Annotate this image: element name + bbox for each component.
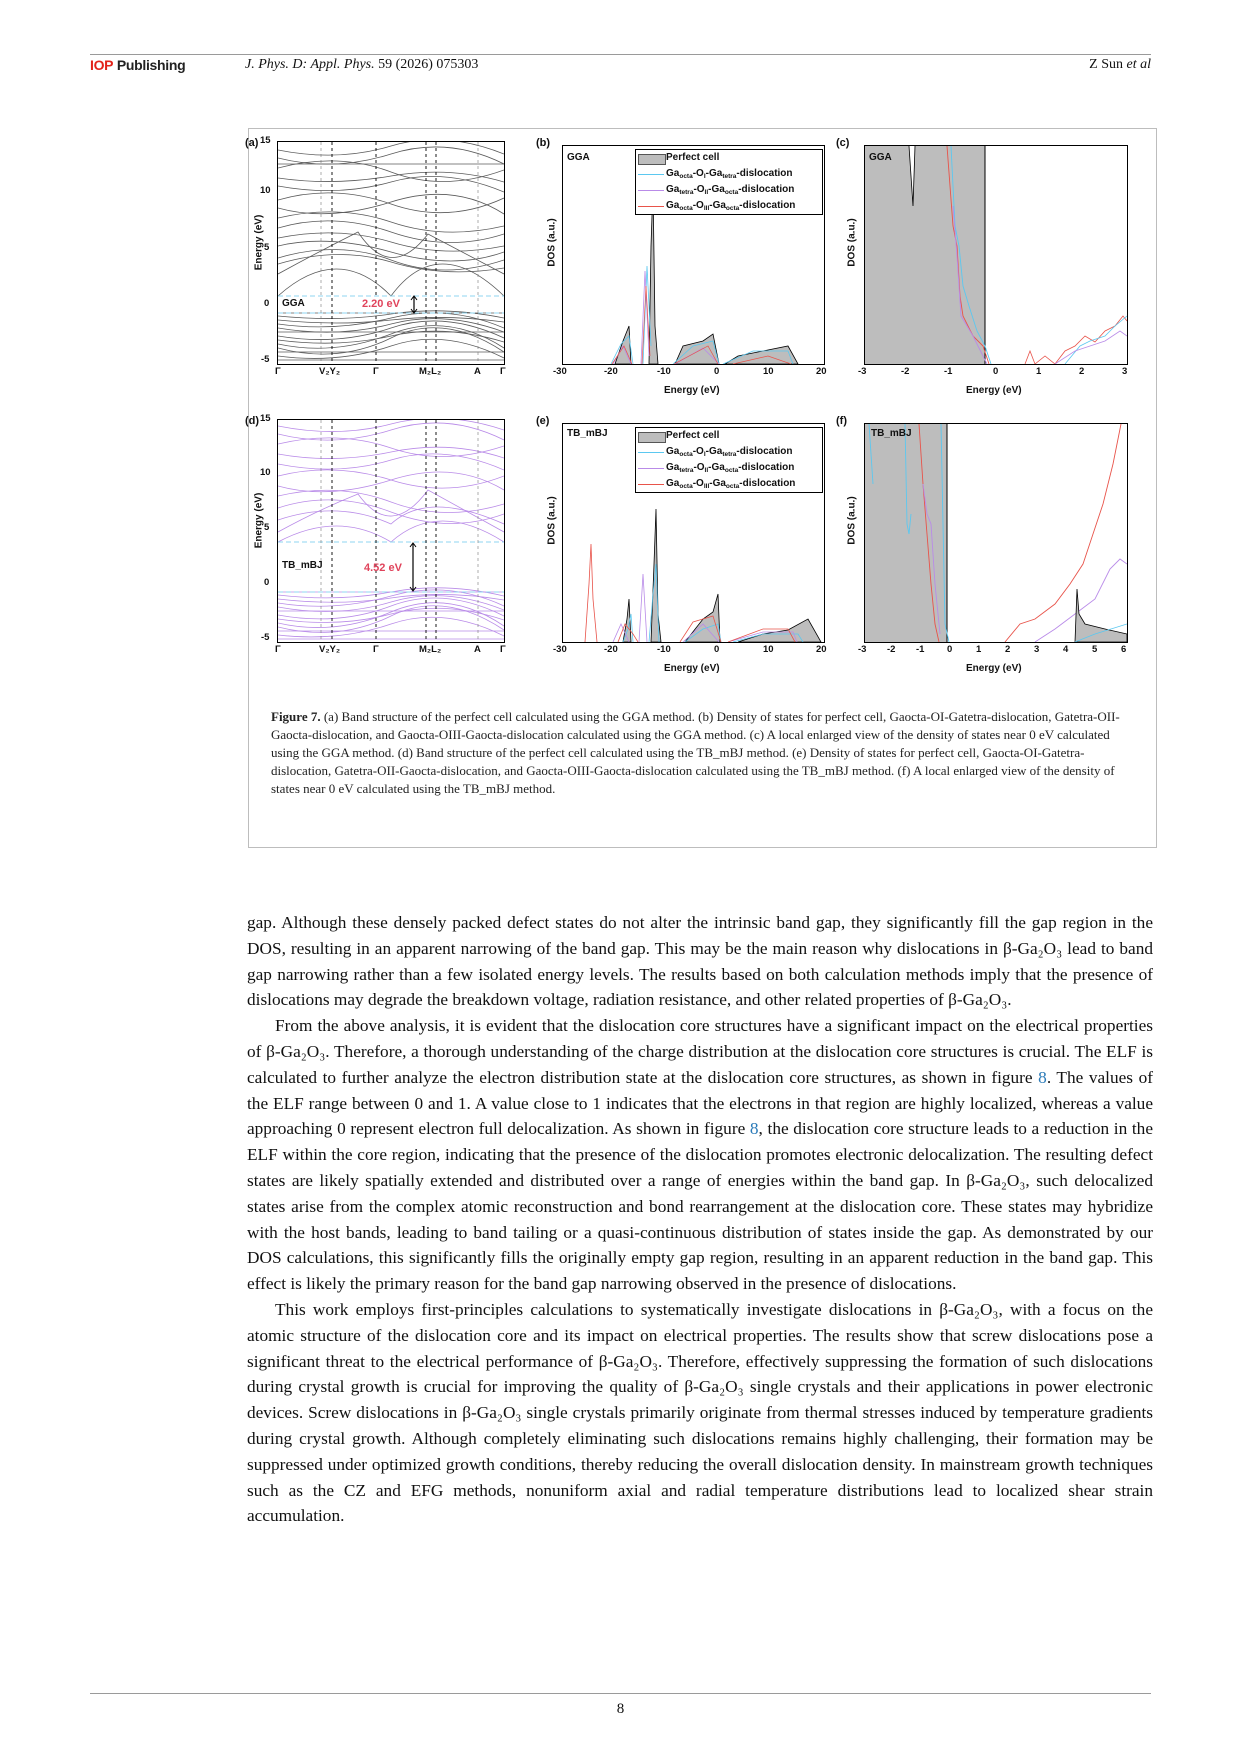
x-tick: -3: [858, 366, 867, 377]
x-tick: -1: [916, 644, 925, 655]
x-tick: M₂L₂: [419, 366, 442, 377]
legend-perfect-cell: Perfect cell: [636, 428, 822, 444]
paragraph: This work employs first-principles calculations to systematically investigate dislocations in β-Ga₂O₃, with a focus on the atomic structure of the dislocation core and its impact on electrical properties. The results show that screw dislocations pose a significant threat to the electrical performance of β-Ga₂O₃. Therefore, effectively suppressing the formation of such dislocations during crystal growth is crucial for improving the quality of β-Ga₂O₃ single crystals and their applications in power electronic devices. Screw dislocations in β-Ga₂O₃ single crystals primarily originate from thermal stresses induced by temperature gradients during crystal growth. Although completely eliminating such dislocations remains highly challenging, their formation may be suppressed under optimized growth conditions, thereby reducing the overall dislocation density. In mainstream growth techniques such as the CZ and EFG methods, nonuniform axial and radial temperature distributions lead to localized shear strain accumulation.: [247, 1299, 1153, 1526]
x-axis-label: Energy (eV): [966, 663, 1022, 674]
method-label: TB_mBJ: [282, 560, 323, 571]
x-tick: Γ: [500, 644, 506, 655]
x-tick: A: [474, 366, 481, 377]
legend: [635, 149, 823, 215]
x-tick: -3: [858, 644, 867, 655]
dos-plot-area: [562, 423, 825, 643]
y-tick: 15: [260, 413, 271, 424]
y-tick: 10: [260, 185, 271, 196]
legend-dislocation-3: $Ga_{octa}-O_{III}-Ga_{octa}$-dislocation: [636, 198, 822, 214]
y-tick: 5: [264, 242, 270, 253]
legend-dislocation-2: $Ga_{tetra}-O_{II}-Ga_{octa}$-dislocation: [636, 182, 822, 198]
x-tick: Γ: [500, 366, 506, 377]
footer-rule: [90, 1693, 1151, 1694]
band-plot-area: [277, 419, 505, 643]
band-gap-annotation: 2.20 eV: [362, 298, 400, 310]
x-tick: A: [474, 644, 481, 655]
figure-caption: [271, 708, 1131, 798]
x-tick: 0: [947, 644, 953, 655]
x-tick: 4: [1063, 644, 1069, 655]
band-lines: [278, 420, 504, 642]
figure-8-link[interactable]: 8: [749, 1119, 759, 1139]
x-tick: 5: [1092, 644, 1098, 655]
x-tick: Γ: [275, 366, 281, 377]
x-tick: 2: [1079, 366, 1085, 377]
header-rule: [90, 54, 1151, 55]
x-tick: 3: [1122, 366, 1128, 377]
x-tick: Γ: [373, 644, 379, 655]
panel-d-band-structure-tbmbj: [245, 407, 539, 687]
figure-8-link[interactable]: 8: [1038, 1067, 1047, 1087]
band-plot-area: [277, 141, 505, 365]
x-tick: 6: [1121, 644, 1127, 655]
y-axis-label: DOS (a.u.): [846, 218, 858, 267]
x-axis-label: Energy (eV): [664, 663, 720, 674]
x-tick: 2: [1005, 644, 1011, 655]
y-tick: 10: [260, 467, 271, 478]
x-axis-label: Energy (eV): [664, 385, 720, 396]
x-tick: 10: [763, 366, 774, 377]
page-number: 8: [616, 1701, 625, 1717]
y-axis-label: Energy (eV): [253, 214, 265, 271]
x-tick: 0: [993, 366, 999, 377]
paragraph: From the above analysis, it is evident that the dislocation core structures have a significant impact on the electrical properties of β-Ga₂O₃. Therefore, a thorough understanding of the charge distribution at the dislocation core structures is crucial. The ELF is calculated to further analyze the electron distribution state at the dislocation core structures, as shown in figure 8. The values of the ELF range between 0 and 1. A value close to 1 indicates that the electrons in that region are highly localized, whereas a value approaching 0 represent electron full delocalization. As shown in figure 8, the dislocation core structure leads to a reduction in the ELF within the core region, indicating that the presence of the dislocation promotes electronic delocalization. The resulting defect states are likely spatially extended and distributed over a range of energies within the band gap. In β-Ga₂O₃, such delocalized states arise from the complex atomic reconstruction and bond rearrangement at the dislocation core. These states may hybridize with the host bands, leading to band tailing or a quasi-continuous distribution of states inside the gap. As demonstrated by our DOS calculations, this significantly fills the originally empty gap region, resulting in an apparent reduction in the band gap. This effect is likely the primary reason for the band gap narrowing observed in the presence of dislocations.: [247, 1016, 1153, 1294]
x-tick: V₂Y₂: [319, 366, 341, 377]
panel-f-dos-tbmbj-zoom: [836, 407, 1139, 687]
panel-label: (d): [245, 415, 260, 427]
publisher-logo: IOP Publishing: [90, 57, 186, 73]
running-header: [90, 57, 1151, 77]
y-tick: 0: [264, 577, 270, 588]
x-tick: -10: [657, 366, 671, 377]
x-tick: 0: [714, 644, 720, 655]
dos-plot-area: [562, 145, 825, 365]
method-label: GGA: [282, 298, 305, 309]
legend-line: [638, 452, 664, 453]
legend-dislocation-1: $Ga_{octa}-O_I-Ga_{tetra}$-dislocation: [636, 444, 822, 460]
y-axis-label: DOS (a.u.): [846, 496, 858, 545]
x-tick: 20: [816, 644, 827, 655]
x-tick: -2: [887, 644, 896, 655]
y-axis-label: DOS (a.u.): [546, 496, 558, 545]
y-tick: -5: [261, 632, 270, 643]
panel-e-dos-tbmbj: [536, 407, 839, 687]
y-tick: 5: [264, 522, 270, 533]
dos-zoom-curves: [865, 146, 1127, 364]
method-label: GGA: [869, 152, 892, 163]
x-tick: 20: [816, 366, 827, 377]
paragraph: gap. Although these densely packed defect states do not alter the intrinsic band gap, they significantly fill the gap region in the DOS, resulting in an apparent narrowing of the band gap. This may be the main reason why dislocations in β-Ga₂O₃ lead to band gap narrowing rather than a few isolated energy levels. The results based on both calculation methods imply that the presence of dislocations may degrade the breakdown voltage, radiation resistance, and other related properties of β-Ga₂O₃.: [247, 913, 1153, 1010]
panel-b-dos-gga: [536, 129, 839, 409]
x-tick: V₂Y₂: [319, 644, 341, 655]
panel-label: (c): [836, 137, 850, 149]
y-tick: 0: [264, 298, 270, 309]
x-tick: -30: [553, 366, 567, 377]
caption-label: Figure 7.: [271, 709, 321, 724]
legend-line: [638, 174, 664, 175]
legend-dislocation-3: $Ga_{octa}-O_{III}-Ga_{octa}$-dislocation: [636, 476, 822, 492]
method-label: TB_mBJ: [871, 428, 912, 439]
x-tick: -10: [657, 644, 671, 655]
legend-line: [638, 484, 664, 485]
method-label: GGA: [567, 152, 590, 163]
legend-swatch: [638, 432, 666, 443]
x-tick: M₂L₂: [419, 644, 442, 655]
panel-a-band-structure-gga: [245, 129, 539, 409]
panel-label: (b): [536, 137, 551, 149]
legend-perfect-cell: Perfect cell: [636, 150, 822, 166]
legend-line: [638, 206, 664, 207]
x-axis-label: Energy (eV): [966, 385, 1022, 396]
band-lines: [278, 142, 504, 364]
body-text: [247, 910, 1153, 1529]
x-tick: Γ: [373, 366, 379, 377]
y-tick: 15: [260, 135, 271, 146]
dos-zoom-plot-area: [864, 423, 1128, 643]
dos-zoom-curves: [865, 424, 1127, 642]
journal-citation: J. Phys. D: Appl. Phys. 59 (2026) 075303: [245, 57, 479, 72]
panel-label: (f): [836, 415, 847, 427]
x-tick: Γ: [275, 644, 281, 655]
band-gap-annotation: 4.52 eV: [364, 562, 402, 574]
panel-label: (a): [245, 137, 259, 149]
x-tick: -1: [944, 366, 953, 377]
x-tick: -20: [604, 644, 618, 655]
dos-zoom-plot-area: [864, 145, 1128, 365]
caption-text: (a) Band structure of the perfect cell calculated using the GGA method. (b) Density of states for perfect cell, Gaocta-OI-Gatetra-dislocation, Gatetra-OII-Gaocta-dislocation, and Gaocta-OIII-Gaocta-dislocation calculated using the GGA method. (c) A local enlarged view of the density of states near 0 eV calculated using the GGA method. (d) Band structure of the perfect cell calculated using the TB_mBJ method. (e) Density of states for perfect cell, Gaocta-OI-Gatetra-dislocation, Gatetra-OII-Gaocta-dislocation, and Gaocta-OIII-Gaocta-dislocation calculated using the TB_mBJ method. (f) A local enlarged view of the density of states near 0 eV calculated using the TB_mBJ method.: [271, 709, 1120, 796]
y-axis-label: DOS (a.u.): [546, 218, 558, 267]
y-axis-label: Energy (eV): [253, 492, 265, 549]
panel-c-dos-gga-zoom: [836, 129, 1139, 409]
x-tick: 3: [1034, 644, 1040, 655]
legend-line: [638, 468, 664, 469]
x-tick: 1: [1036, 366, 1042, 377]
x-tick: -20: [604, 366, 618, 377]
x-tick: -30: [553, 644, 567, 655]
y-tick: -5: [261, 354, 270, 365]
x-tick: 10: [763, 644, 774, 655]
legend-line: [638, 190, 664, 191]
panel-label: (e): [536, 415, 550, 427]
legend-swatch: [638, 154, 666, 165]
x-tick: 0: [714, 366, 720, 377]
legend-dislocation-1: $Ga_{octa}-O_I-Ga_{tetra}$-dislocation: [636, 166, 822, 182]
running-authors: Z Sun et al: [1089, 57, 1151, 72]
legend-dislocation-2: $Ga_{tetra}-O_{II}-Ga_{octa}$-dislocation: [636, 460, 822, 476]
x-tick: -2: [901, 366, 910, 377]
legend: [635, 427, 823, 493]
method-label: TB_mBJ: [567, 428, 608, 439]
x-tick: 1: [976, 644, 982, 655]
